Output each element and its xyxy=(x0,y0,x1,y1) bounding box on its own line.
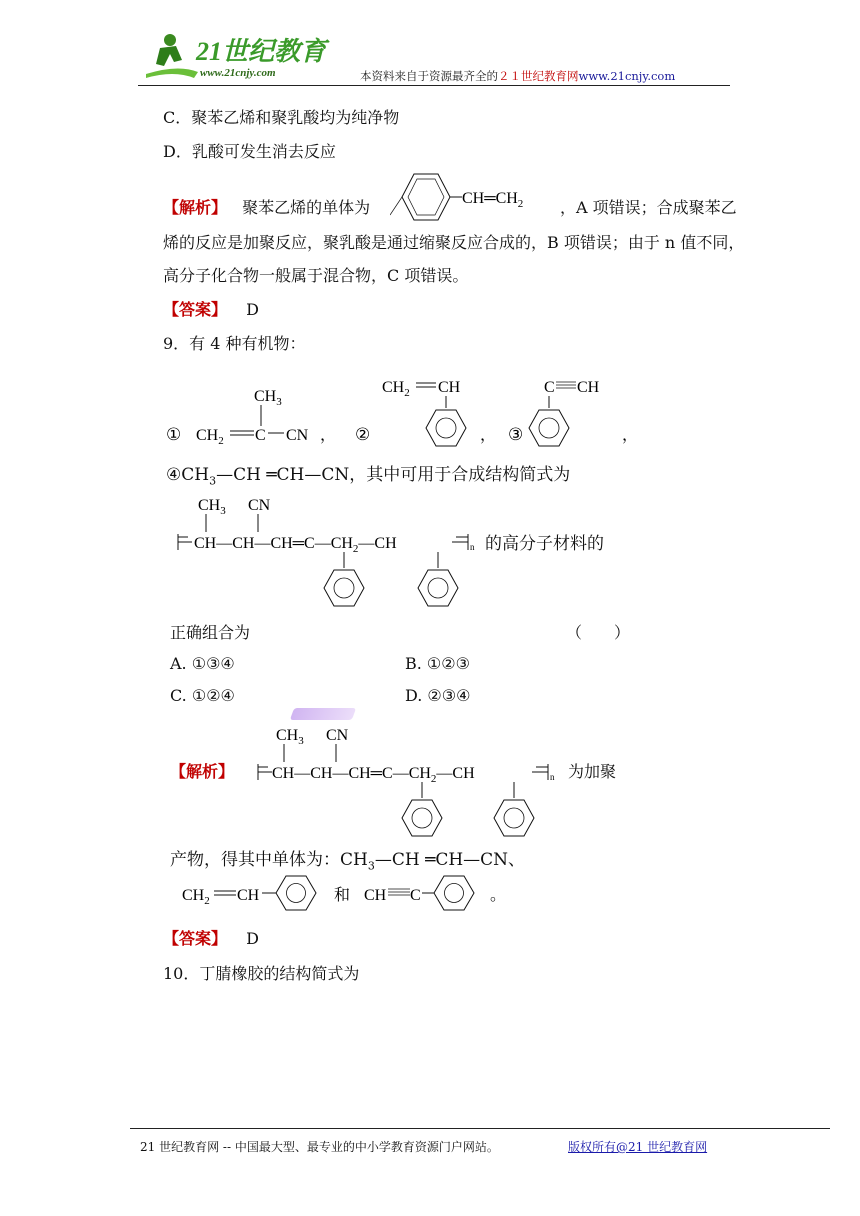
svg-text:。: 。 xyxy=(490,887,507,904)
styrene-structure xyxy=(390,170,555,224)
svg-text:CH—CH—CH═C—CH2—CH: $CH—CH—CH═C—CH_2—CH$ xyxy=(194,535,397,555)
footer-rule xyxy=(130,1128,830,1129)
q9-monomer-products xyxy=(178,872,518,916)
q9-option-b: B. ①②③ xyxy=(405,654,470,673)
svg-text:CH: CH xyxy=(237,887,260,904)
q9-monomers xyxy=(160,370,640,456)
analysis-tag: 【解析】 xyxy=(163,198,228,217)
q10-stem: 10．丁腈橡胶的结构简式为 xyxy=(163,964,360,983)
svg-text:，: ， xyxy=(622,427,639,444)
q8-option-c: C．聚苯乙烯和聚乳酸均为纯净物 xyxy=(163,108,400,127)
footer-text: 21 世纪教育网 -- 中国最大型、最专业的中小学教育资源门户网站。 xyxy=(140,1140,499,1154)
answer-tag: 【答案】 xyxy=(163,300,228,319)
svg-text:CH═CH2: $CH═CH_2$ xyxy=(462,190,524,210)
svg-text:①: ① xyxy=(166,425,182,444)
svg-text:CH2: $CH_2$ xyxy=(182,887,210,907)
q8-analysis-line1 xyxy=(163,198,370,218)
q8-answer xyxy=(163,300,259,320)
q9-addition-note: 为加聚 xyxy=(568,762,617,781)
svg-text:CH3: $CH_3$ xyxy=(198,497,226,517)
svg-text:，: ， xyxy=(480,427,497,444)
analysis-tag: 【解析】 xyxy=(170,762,235,781)
q9-analysis-polymer xyxy=(250,722,710,840)
svg-text:CH: CH xyxy=(438,379,461,396)
q9-correct-combination: 正确组合为 xyxy=(170,623,251,642)
q9-stem: 9．有 4 种有机物： xyxy=(163,334,306,353)
svg-text:CH3: $CH_3$ xyxy=(254,388,282,408)
q9-option-d: D. ②③④ xyxy=(405,686,471,705)
q9-monomer-4-line xyxy=(166,465,570,491)
q8-option-d: D．乳酸可发生消去反应 xyxy=(163,142,336,161)
svg-text:n: n xyxy=(550,772,555,782)
svg-text:CN: CN xyxy=(286,427,309,444)
svg-text:CN: CN xyxy=(248,497,271,514)
svg-text:和: 和 xyxy=(334,887,351,904)
site-logo xyxy=(138,26,338,84)
svg-text:C: C xyxy=(410,887,421,904)
header-note-url[interactable]: www.21cnjy.com xyxy=(578,69,676,83)
product-rest: —CH ═CH—CN、 xyxy=(374,850,526,870)
m4-rest: —CH ═CH—CN，其中可用于合成结构简式为 xyxy=(216,465,571,485)
answer-value: D xyxy=(246,929,259,948)
svg-text:CN: CN xyxy=(326,727,349,744)
q9-answer xyxy=(163,929,259,949)
watermark-mark xyxy=(290,708,356,720)
svg-text:n: n xyxy=(470,542,475,552)
logo-graphic xyxy=(138,26,338,84)
svg-text:C: C xyxy=(544,379,555,396)
svg-text:CH: CH xyxy=(364,887,387,904)
svg-text:CH3: $CH_3$ xyxy=(276,727,304,747)
header-note-site: ２１世纪教育网 xyxy=(498,69,579,83)
q8-analysis-line3: 高分子化合物一般属于混合物，C 项错误。 xyxy=(163,266,469,285)
footer-copyright-link[interactable]: 版权所有@21 世纪教育网 xyxy=(568,1140,708,1154)
q8-analysis-pre: 聚苯乙烯的单体为 xyxy=(242,198,371,217)
m4-sub: 3 xyxy=(209,474,217,488)
answer-tag: 【答案】 xyxy=(163,929,228,948)
q9-option-c: C. ①②④ xyxy=(170,686,235,705)
q9-analysis-tag xyxy=(170,762,234,782)
answer-value: D xyxy=(246,300,259,319)
svg-text:CH: CH xyxy=(577,379,600,396)
svg-text:CH2: $CH_2$ xyxy=(382,379,410,399)
q9-option-a: A. ①③④ xyxy=(170,654,235,673)
svg-text:③: ③ xyxy=(508,425,524,444)
svg-text:CH2: $CH_2$ xyxy=(196,427,224,447)
header-note xyxy=(360,68,675,84)
svg-text:②: ② xyxy=(355,425,371,444)
logo-main-text: 21世纪教育 xyxy=(196,37,327,66)
header-rule xyxy=(138,85,730,86)
q9-answer-bracket: （ ） xyxy=(566,623,631,642)
q9-poly-tail: 的高分子材料的 xyxy=(485,534,604,554)
svg-text:C: C xyxy=(255,427,266,444)
header-note-prefix: 本资料来自于资源最齐全的 xyxy=(360,69,498,83)
q8-analysis-post: ，A 项错误；合成聚苯乙 xyxy=(560,198,737,217)
q8-analysis-line2: 烯的反应是加聚反应，聚乳酸是通过缩聚反应合成的，B 项错误；由于 n 值不同， xyxy=(163,233,745,252)
svg-text:CH—CH—CH═C—CH2—CH: $CH—CH—CH═C—CH_2—CH$ xyxy=(272,765,475,785)
product-prefix: 产物，得其中单体为：CH xyxy=(170,850,368,870)
svg-text:，: ， xyxy=(320,427,337,444)
product-sub: 3 xyxy=(367,859,375,873)
m4-prefix: ④CH xyxy=(166,465,210,485)
logo-url-text: www.21cnjy.com xyxy=(200,67,276,79)
